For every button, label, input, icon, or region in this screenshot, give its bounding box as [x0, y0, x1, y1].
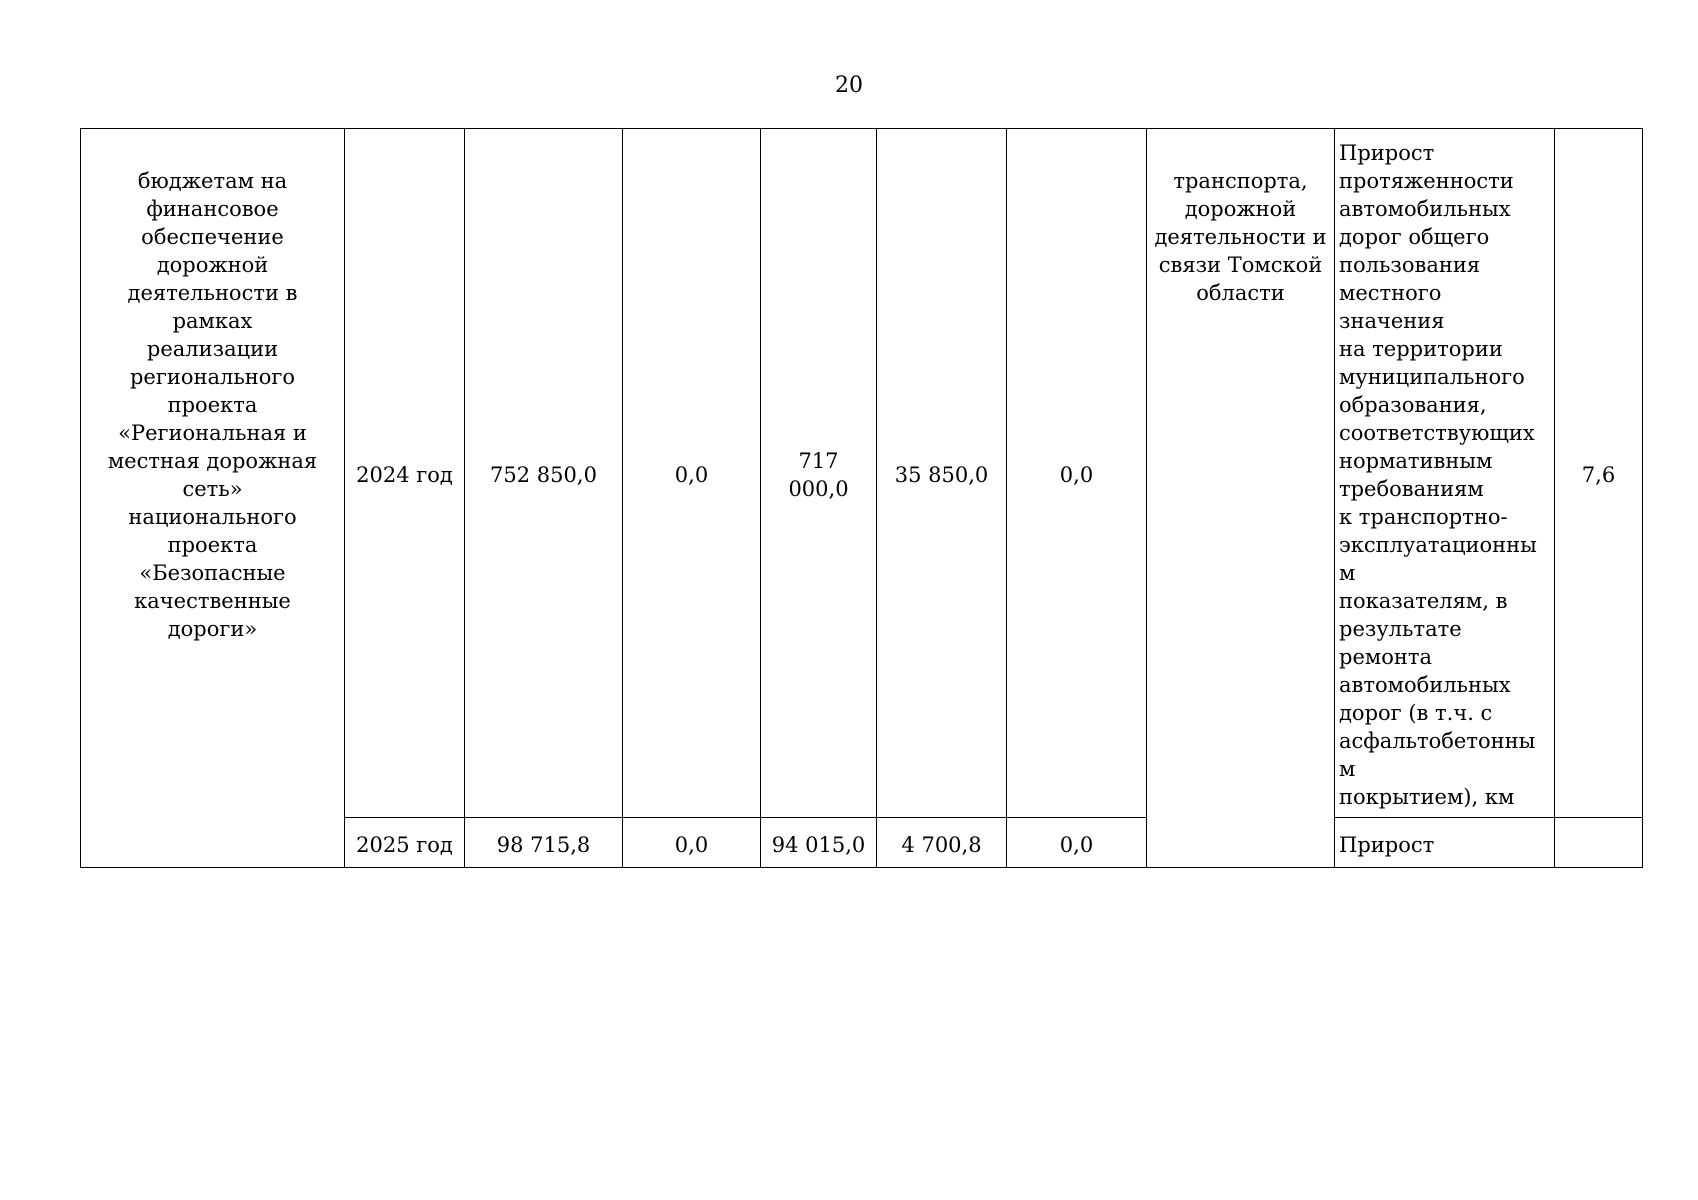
other-cell: 0,0 [1007, 818, 1147, 868]
measure-description-text: бюджетам на финансовое обеспечение дорожной деятельности в рамках реализации регионального проекта «Региональная и местная дорожная сеть» национального проекта «Безопасные качественные дороги» [107, 169, 318, 641]
indicator-value-cell: 7,6 [1555, 129, 1643, 818]
measure-description-cell [81, 129, 345, 868]
executor-text: транспорта, дорожной деятельности и связи Томской области [1154, 169, 1327, 305]
local-cell: 4 700,8 [877, 818, 1007, 868]
year-cell: 2024 год [345, 129, 465, 818]
executor-cell [1147, 129, 1335, 868]
table-row [81, 129, 1643, 818]
total-cell: 752 850,0 [465, 129, 623, 818]
indicator-value-cell [1555, 818, 1643, 868]
federal-cell: 0,0 [623, 818, 761, 868]
regional-cell: 717 000,0 [761, 129, 877, 818]
year-cell: 2025 год [345, 818, 465, 868]
total-cell: 98 715,8 [465, 818, 623, 868]
federal-cell: 0,0 [623, 129, 761, 818]
indicator-cell: Прирост [1335, 818, 1555, 868]
other-cell: 0,0 [1007, 129, 1147, 818]
funding-table [80, 128, 1643, 868]
local-cell: 35 850,0 [877, 129, 1007, 818]
indicator-cell: Прирост протяженности автомобильных дорог общего пользования местного значения на территории муниципального образования, соответствующих нормативным требованиям к транспортно- эксплуатационным показателям, в результате ремонта автомобильных дорог (в т.ч. с асфальтобетонным покрытием), км [1335, 129, 1555, 818]
regional-cell: 94 015,0 [761, 818, 877, 868]
page-number: 20 [835, 73, 863, 98]
